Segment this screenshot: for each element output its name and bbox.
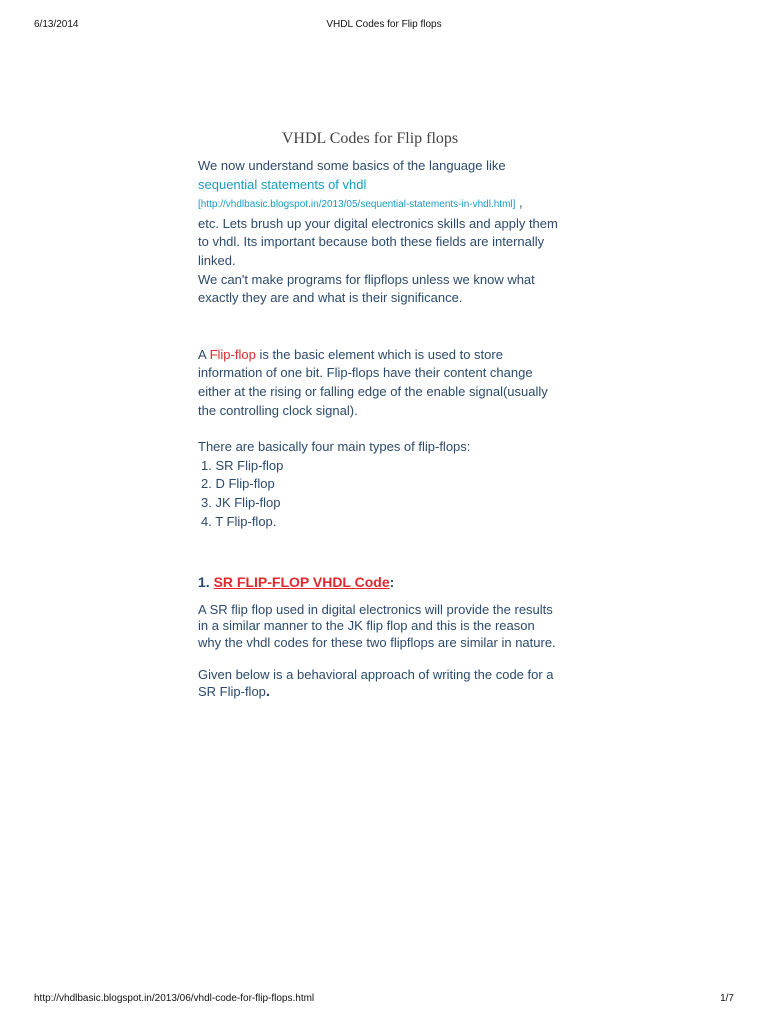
header-title: VHDL Codes for Flip flops [326, 19, 442, 30]
header-date: 6/13/2014 [34, 19, 79, 30]
intro-text-3: We can't make programs for flipflops unless we know what exactly they are and what is their significance. [198, 271, 535, 306]
list-item: 1. SR Flip-flop [201, 457, 284, 473]
footer-url: http://vhdlbasic.blogspot.in/2013/06/vhdl-code-for-flip-flops.html [34, 993, 315, 1004]
types-intro: There are basically four main types of flip-flops: [198, 439, 471, 455]
section-colon: : [389, 574, 395, 591]
definition-prefix: A [198, 346, 210, 362]
sr-flipflop-code-link[interactable]: SR FLIP-FLOP VHDL Code [213, 574, 390, 591]
sr-description: A SR flip flop used in digital electronics will provide the results in a similar manner to the JK flip flop and this is the reason why the vhdl codes for these two flipflops are similar in nature. [198, 601, 556, 650]
flipflop-term: Flip-flop [209, 346, 256, 362]
section-dot: . [205, 574, 214, 591]
sr-behavioral-intro [198, 667, 558, 700]
intro-text-2: etc. Lets brush up your digital electronics skills and apply them to vhdl. Its important because both these fields are internally linked. [198, 215, 558, 268]
section-number: 1 [198, 574, 206, 591]
intro-paragraph [198, 157, 558, 308]
footer-page-number: 1/7 [720, 993, 734, 1004]
sequential-statements-url[interactable]: [http://vhdlbasic.blogspot.in/2013/05/sequential-statements-in-vhdl.html] [198, 199, 516, 211]
flipflop-definition [198, 346, 558, 420]
article-body [198, 157, 558, 700]
list-item: 2. D Flip-flop [201, 476, 275, 492]
intro-text-1: We now understand some basics of the language like [198, 158, 506, 173]
sr-behavioral-end: . [265, 682, 271, 700]
definition-rest: is the basic element which is used to store information of one bit. Flip-flops have their content change either at the rising or falling edge of the enable signal(usually the controlling clock signal). [198, 346, 548, 418]
url-comma: , [515, 195, 523, 211]
sr-behavioral-text: Given below is a behavioral approach of writing the code for a SR Flip-flop [198, 667, 554, 699]
list-item: 4. T Flip-flop. [201, 513, 277, 529]
list-item: 3. JK Flip-flop [201, 494, 281, 510]
document-title: VHDL Codes for Flip flops [281, 130, 459, 147]
sequential-statements-link[interactable]: sequential statements of vhdl [198, 176, 367, 192]
section-heading-sr [198, 573, 558, 592]
